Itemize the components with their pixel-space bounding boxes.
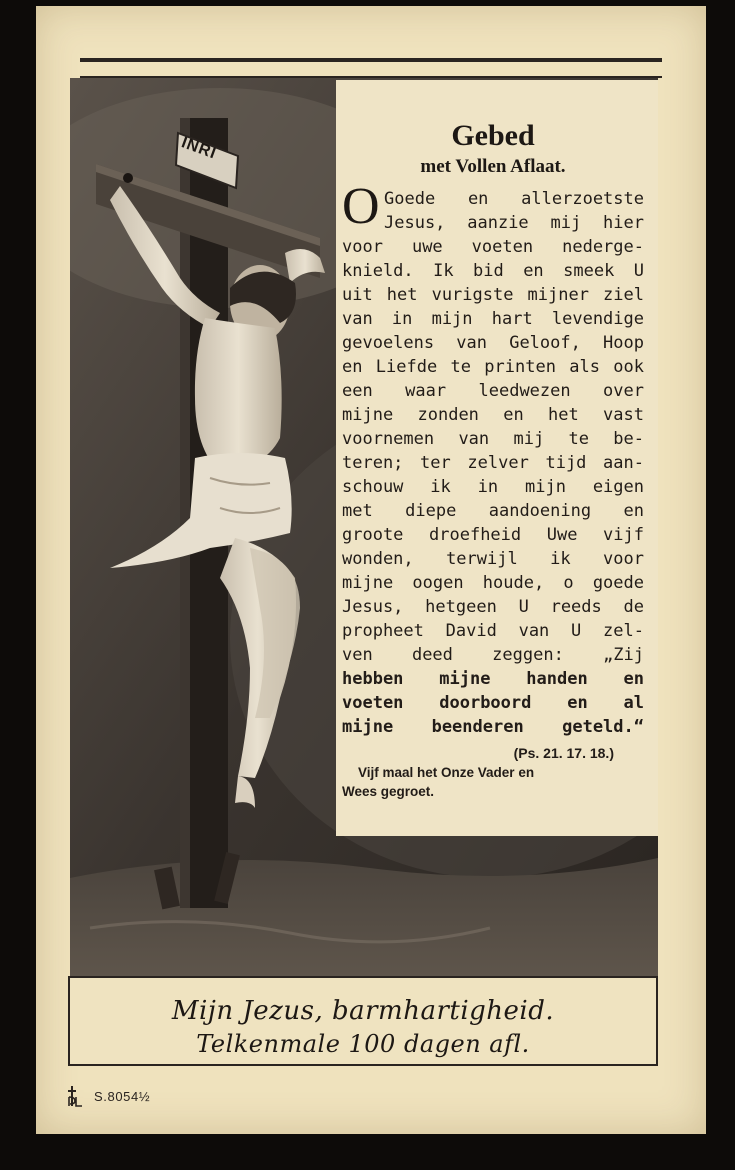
prayer-line: uit het vurigste mijner ziel [342, 285, 644, 305]
prayer-opening [342, 178, 644, 235]
prayer-line: schouw ik in mijn eigen [342, 477, 644, 497]
prayer-line: een waar leedwezen over [342, 381, 644, 401]
ejaculation-line-1: Mijn Jezus, barmhartigheid. [171, 996, 555, 1026]
prayer-line: voornemen van mij te be- [342, 429, 644, 449]
prayer-line: mijne oogen houde, o goede [342, 573, 644, 593]
prayer-line: van in mijn hart levendige [342, 309, 644, 329]
prayer-line: met diepe aandoening en [342, 501, 644, 521]
prayer-line: gevoelens van Geloof, Hoop [342, 333, 644, 353]
prayer-subtitle: met Vollen Aflaat. [420, 156, 566, 177]
ejaculation-line-2: Telkenmale 100 dagen afl. [196, 1030, 530, 1058]
prayer-line-quote: voeten doorboord en al [342, 693, 644, 713]
prayer-line: Goede en allerzoetste [384, 189, 644, 209]
prayer-line: ven deed zeggen: „Zij [342, 645, 644, 665]
print-code: S.8054½ [94, 1088, 151, 1104]
prayer-line: knield. Ik bid en smeek U [342, 261, 644, 281]
indulgence-note: Vijf maal het Onze Vader en [358, 765, 535, 780]
prayer-line-quote: hebben mijne handen en [342, 669, 644, 689]
prayer-line: groote droefheid Uwe vijf [342, 525, 644, 545]
printer-footer [66, 1084, 150, 1108]
prayer-line: propheet David van U zel- [342, 621, 644, 641]
prayer-line: teren; ter zelver tijd aan- [342, 453, 644, 473]
publisher-mark-icon [66, 1084, 86, 1108]
inri-plaque-text: INRI [179, 134, 219, 163]
prayer-line-quote: mijne beenderen geteld.“ [342, 717, 644, 737]
indulgence-note-cont: Wees gegroet. [342, 784, 435, 799]
prayer-panel [336, 80, 658, 836]
prayer-line: wonden, terwijl ik voor [342, 549, 644, 569]
psalm-reference: (Ps. 21. 17. 18.) [513, 745, 614, 761]
ejaculation-box [68, 976, 658, 1066]
prayer-title: Gebed [451, 119, 535, 152]
drop-cap: O [342, 178, 380, 235]
prayer-line: Jesus, hetgeen U reeds de [342, 597, 644, 617]
prayer-line: Jesus, aanzie mij hier [384, 213, 644, 233]
top-rule [80, 58, 662, 62]
prayer-line: en Liefde te printen als ook [342, 357, 644, 377]
prayer-line: mijne zonden en het vast [342, 405, 644, 425]
prayer-line: voor uwe voeten nederge- [342, 237, 644, 257]
